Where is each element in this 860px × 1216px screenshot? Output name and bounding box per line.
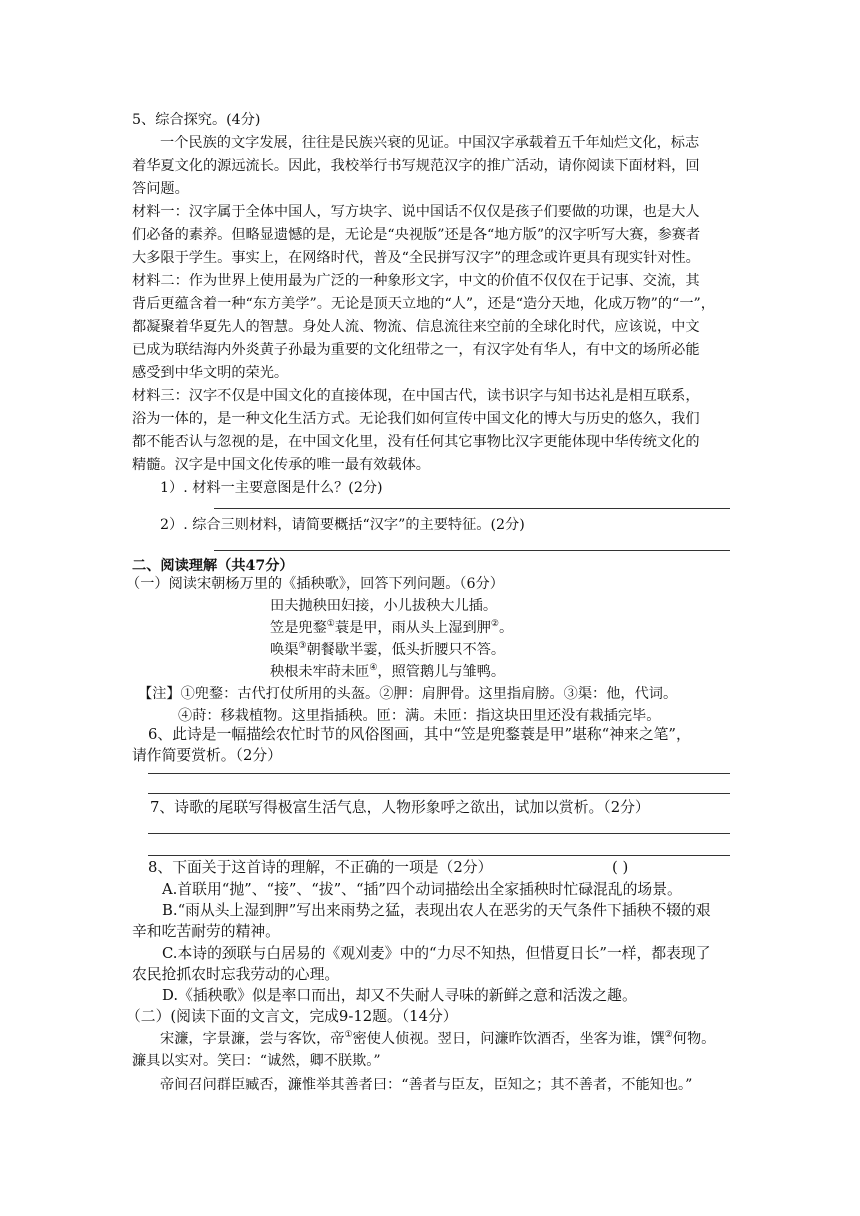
answer-line[interactable] bbox=[148, 773, 730, 774]
answer-line[interactable] bbox=[148, 793, 730, 794]
material2-line: 材料二：作为世界上使用最为广泛的一种象形文字，中文的价值不仅仅在于记事、交流，其 bbox=[132, 273, 700, 289]
answer-line[interactable] bbox=[148, 833, 730, 834]
q5-intro-line: 一个民族的文字发展，往往是民族兴衰的见证。中国汉字承载着五千年灿烂文化，标志 bbox=[160, 135, 700, 151]
q8-option-c-cont: 农民抢抓农时忘我劳动的心理。 bbox=[132, 966, 340, 983]
material1-line: 材料一：汉字属于全体中国人，写方块字、说中国话不仅仅是孩子们要做的功课，也是大人 bbox=[132, 204, 700, 220]
q8-option-d: D.《插秧歌》似是率口而出，却又不失耐人寻味的新鲜之意和活泼之趣。 bbox=[162, 987, 637, 1004]
material3-line: 浴为一体的，是一种文化生活方式。无论我们如何宣传中国文化的博大与历史的悠久，我们 bbox=[132, 411, 700, 427]
material1-line: 大多限于学生。事实上，在网络时代，普及“全民拼写汉字”的理念或许更具有现实针对性。 bbox=[132, 250, 700, 266]
poem-line: 笠是兜鍪①蓑是甲，雨从头上湿到胛②。 bbox=[270, 619, 514, 636]
poem-line: 田夫抛秧田妇接，小儿拔秧大儿插。 bbox=[270, 598, 498, 614]
classical-line: 帝间召问群臣臧否，濂惟举其善者曰：“善者与臣友，臣知之；其不善者，不能知也。” bbox=[160, 1077, 693, 1093]
q5-intro-line: 着华夏文化的源远流长。因此，我校举行书写规范汉字的推广活动，请你阅读下面材料，回 bbox=[132, 158, 700, 174]
material1-line: 们必备的素养。但略显遗憾的是，无论是“央视版”还是各“地方版”的汉字听写大赛，参赛者 bbox=[132, 227, 701, 243]
classical-line: 宋濂，字景濂，尝与客饮，帝①密使人侦视。翌日，问濂昨饮酒否，坐客为谁，馔②何物。 bbox=[160, 1030, 716, 1047]
answer-line[interactable] bbox=[214, 508, 730, 509]
poem-note: 【注】①兜鍪：古代打仗所用的头盔。②胛：肩胛骨。这里指肩膀。③渠：他，代词。 bbox=[138, 686, 678, 702]
q8-option-a: A.首联用“抛”、“接”、“拔”、“插”四个动词描绘出全家插秧时忙碌混乱的场景。 bbox=[162, 881, 682, 898]
material3-line: 精髓。汉字是中国文化传承的唯一最有效载体。 bbox=[132, 457, 430, 473]
part2-heading: （二）(阅读下面的文言文，完成9-12题。（14分） bbox=[126, 1008, 458, 1025]
q8-option-b: B.“雨从头上湿到胛”写出来雨势之猛，表现出农人在恶劣的天气条件下插秧不辍的艰 bbox=[162, 902, 711, 919]
poem-line: 唤渠③朝餐歇半霎，低头折腰只不答。 bbox=[270, 641, 506, 658]
q5-intro-line: 答问题。 bbox=[132, 181, 189, 197]
q8-answer-paren[interactable]: ( ) bbox=[612, 859, 629, 876]
q5-sub2: 2）. 综合三则材料，请简要概括“汉字”的主要特征。(2分) bbox=[160, 517, 525, 533]
material2-line: 感受到中华文明的荣光。 bbox=[132, 365, 289, 381]
material2-line: 背后更蕴含着一种“东方美学”。无论是顶天立地的“人”，还是“造分天地，化成万物”的“一”， bbox=[132, 296, 715, 312]
classical-line: 濂具以实对。笑曰：“诚然，卿不朕欺。” bbox=[132, 1053, 381, 1069]
q5-sub1: 1）. 材料一主要意图是什么？(2分) bbox=[160, 480, 383, 496]
answer-line[interactable] bbox=[148, 855, 730, 856]
q8-stem: 8、下面关于这首诗的理解，不正确的一项是（2分） bbox=[148, 859, 493, 876]
material2-line: 都凝聚着华夏先人的智慧。身处人流、物流、信息流往来空前的全球化时代，应该说，中文 bbox=[132, 319, 700, 335]
material2-line: 已成为联结海内外炎黄子孙最为重要的文化纽带之一，有汉字处有华人，有中文的场所必能 bbox=[132, 342, 700, 358]
q7: 7、诗歌的尾联写得极富生活气息，人物形象呼之欲出，试加以赏析。（2分） bbox=[150, 799, 650, 816]
section2-heading: 二、阅读理解（共47分） bbox=[132, 558, 294, 574]
material3-line: 材料三：汉字不仅是中国文化的直接体现，在中国古代，读书识字与知书达礼是相互联系， bbox=[132, 388, 700, 404]
q8-option-b-cont: 辛和吃苦耐劳的精神。 bbox=[132, 923, 280, 940]
poem-line: 秧根未牢莳未匝④，照管鹅儿与雏鸭。 bbox=[270, 663, 506, 680]
q5-heading: 5、综合探究。(4分) bbox=[132, 112, 261, 128]
material3-line: 都不能否认与忽视的是，在中国文化里，没有任何其它事物比汉字更能体现中华传统文化的 bbox=[132, 434, 700, 450]
answer-line[interactable] bbox=[214, 550, 730, 551]
q6-line: 6、此诗是一幅描绘农忙时节的风俗图画，其中“笠是兜鍪蓑是甲”堪称“神来之笔”， bbox=[148, 726, 691, 743]
part1-heading: （一）阅读宋朝杨万里的《插秧歌》，回答下列问题。（6分） bbox=[126, 576, 504, 592]
poem-note: ④莳：移栽植物。这里指插秧。匝：满。未匝：指这块田里还没有栽插完毕。 bbox=[178, 708, 661, 724]
q8-option-c: C.本诗的颈联与白居易的《观刈麦》中的“力尽不知热，但惜夏日长”一样，都表现了 bbox=[162, 945, 711, 962]
q6-line: 请作简要赏析。（2分） bbox=[132, 747, 282, 764]
